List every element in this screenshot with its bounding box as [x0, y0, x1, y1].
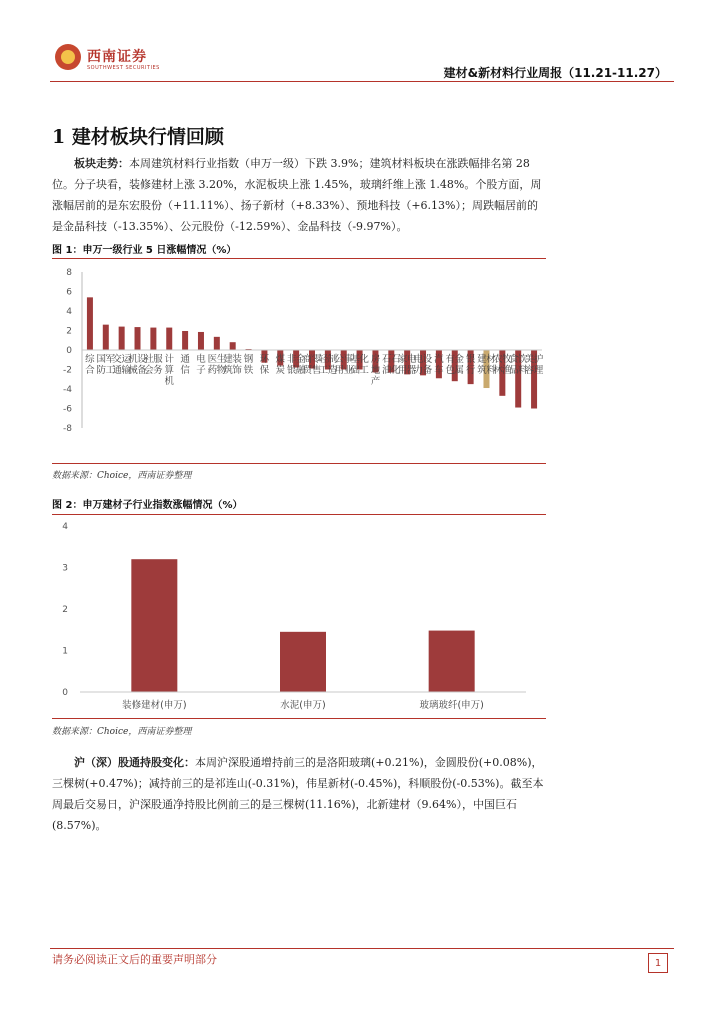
- x-tick-label: [371, 353, 381, 387]
- x-tick-label: [446, 353, 465, 376]
- bar: [150, 328, 156, 350]
- stock-connect-paragraph: [52, 752, 547, 836]
- figure-2-bottom-rule: [52, 718, 546, 719]
- x-tick-char: 会: [144, 365, 154, 376]
- x-tick-char: 饰: [232, 365, 242, 376]
- x-tick-char: 筑: [477, 365, 487, 376]
- x-tick-char: 工: [359, 365, 369, 376]
- x-tick-label: [244, 353, 254, 376]
- x-tick-label: [350, 353, 369, 376]
- figure-1-bottom-rule: [52, 463, 546, 464]
- bar: [166, 328, 172, 350]
- x-tick-char: 国: [96, 354, 107, 365]
- x-tick-char: 建: [477, 354, 487, 365]
- bar: [214, 337, 220, 350]
- x-tick-char: 务: [153, 365, 163, 376]
- x-tick-char: 银: [286, 365, 297, 376]
- y-tick-label: 2: [66, 326, 72, 337]
- x-tick-char: 用: [397, 365, 408, 376]
- x-tick-char: 工: [318, 365, 329, 376]
- x-tick-char: 房: [370, 354, 381, 365]
- x-tick-char: 防: [96, 365, 107, 376]
- x-tick-char: 料: [517, 365, 528, 376]
- x-tick-label: [414, 353, 433, 376]
- x-tick-char: 输: [121, 365, 131, 376]
- x-tick-char: 军: [105, 354, 116, 365]
- x-tick-char: 化: [359, 354, 369, 365]
- logo-text-en: SOUTHWEST SECURITIES: [87, 65, 160, 71]
- x-tick-char: 属: [454, 365, 465, 376]
- x-tick-char: 融: [295, 365, 306, 376]
- x-tick-char: 电: [406, 354, 417, 365]
- x-tick-char: 用: [334, 365, 344, 376]
- bar: [131, 559, 177, 692]
- x-tick-char: 家: [397, 354, 408, 365]
- y-tick-label: 2: [62, 605, 68, 615]
- x-tick-char: 保: [259, 365, 270, 376]
- x-tick-char: 产: [370, 376, 381, 387]
- x-tick-char: 食: [508, 354, 519, 365]
- x-tick-char: 容: [524, 365, 535, 376]
- x-tick-char: 石: [391, 354, 401, 365]
- x-tick-label: [525, 353, 544, 376]
- x-tick-char: 售: [311, 365, 322, 376]
- x-tick-char: 商: [302, 354, 313, 365]
- x-tick-char: 林: [493, 365, 503, 376]
- x-tick-char: 金: [295, 354, 306, 365]
- x-tick-char: 装: [232, 354, 242, 365]
- x-tick-char: 药: [207, 365, 218, 376]
- footer-disclaimer: 请务必阅读正文后的重要声明部分: [52, 953, 217, 966]
- paragraph-text: 本周沪深股通增持前三的是洛阳玻璃(+0.21%)，金圆股份(+0.08%)，三棵树(+0.47%)；减持前三的是祁连山(-0.31%)，伟星新材(-0.45%)，科顺股份(-0.53%)。截至本周最后交易日，沪深股通净持股比例前三的是三棵树(11.16%)，北新建材（9.64%），中国巨石(8.57%)。: [52, 756, 544, 832]
- paragraph-lead: 沪（深）股通持股变化：: [74, 756, 195, 769]
- y-tick-label: 8: [66, 268, 72, 278]
- x-tick-label: [260, 354, 270, 376]
- bar: [135, 327, 141, 350]
- figure-1-top-rule: [52, 258, 546, 259]
- y-tick-label: 1: [62, 646, 68, 657]
- x-tick-char: 事: [343, 354, 353, 365]
- x-tick-char: 电: [196, 354, 206, 365]
- x-tick-label: [164, 353, 174, 387]
- report-title: 建材&新材料行业周报（11.21-11.27）: [443, 66, 667, 80]
- x-tick-char: 通: [180, 354, 190, 365]
- x-tick-char: 算: [164, 365, 174, 376]
- x-tick-char: 零: [311, 354, 322, 365]
- y-tick-label: -6: [63, 404, 72, 415]
- logo-emblem-icon: [55, 44, 81, 70]
- y-tick-label: -2: [63, 365, 72, 376]
- x-tick-char: 通: [112, 365, 122, 376]
- y-tick-label: 0: [62, 688, 68, 698]
- x-tick-char: 服: [153, 354, 163, 365]
- x-tick-label: [223, 353, 242, 376]
- x-tick-char: 汽: [434, 354, 444, 365]
- x-tick-char: 制: [327, 354, 338, 365]
- x-tick-label: [144, 353, 163, 376]
- x-tick-char: 物: [216, 365, 227, 376]
- x-tick-char: 计: [164, 354, 174, 365]
- x-tick-char: 车: [434, 365, 444, 376]
- y-tick-label: 0: [66, 346, 72, 356]
- y-tick-label: 4: [62, 522, 68, 532]
- x-tick-char: 合: [85, 365, 95, 376]
- x-tick-char: 炭: [275, 365, 286, 376]
- figure-2-source: 数据来源：Choice，西南证券整理: [52, 727, 192, 737]
- x-tick-char: 造: [327, 365, 338, 376]
- x-tick-char: 备: [422, 365, 433, 376]
- x-tick-char: 金: [454, 354, 465, 365]
- x-tick-char: 化: [391, 365, 401, 376]
- x-tick-label: 玻璃玻纤(申万): [419, 700, 484, 711]
- x-tick-char: 地: [370, 365, 381, 376]
- paragraph-lead: 板块走势：: [74, 157, 129, 170]
- x-tick-char: 信: [180, 365, 190, 376]
- bar: [87, 297, 93, 350]
- x-tick-char: 环: [259, 354, 270, 365]
- page-number: 1: [648, 953, 668, 973]
- x-tick-char: 基: [350, 354, 360, 365]
- figure-1-caption: 图 1：申万一级行业 5 日涨幅情况（%）: [52, 245, 237, 256]
- x-tick-char: 机: [164, 376, 174, 387]
- y-tick-label: -4: [63, 385, 72, 395]
- x-tick-label: [85, 353, 95, 376]
- x-tick-char: 业: [343, 365, 353, 376]
- market-trend-paragraph: [52, 153, 547, 237]
- bar: [119, 327, 125, 350]
- x-tick-label: [196, 353, 206, 376]
- bar: [198, 332, 204, 350]
- x-tick-char: 有: [445, 354, 456, 365]
- footer-divider: [50, 948, 674, 949]
- x-tick-char: 电: [413, 354, 424, 365]
- x-tick-char: 煤: [275, 354, 286, 365]
- x-tick-char: 银: [465, 354, 476, 365]
- industry-5day-change-chart: [52, 260, 546, 462]
- x-tick-char: 色: [445, 365, 456, 376]
- x-tick-char: 设: [422, 354, 433, 365]
- x-tick-char: 医: [207, 354, 218, 365]
- x-tick-char: 材: [486, 354, 496, 365]
- x-tick-label: [466, 353, 476, 376]
- x-tick-char: 公: [334, 354, 344, 365]
- x-tick-char: 设: [137, 354, 147, 365]
- figure-2-top-rule: [52, 514, 546, 515]
- x-tick-char: 子: [196, 365, 206, 376]
- x-tick-char: 机: [128, 354, 138, 365]
- x-tick-label: 装修建材(申万): [122, 700, 187, 711]
- x-tick-char: 贸: [302, 365, 313, 376]
- company-logo: [55, 44, 175, 76]
- x-tick-char: 铁: [243, 365, 254, 376]
- x-tick-char: 理: [533, 365, 544, 376]
- x-tick-char: 运: [121, 354, 131, 365]
- x-tick-char: 牧: [502, 354, 512, 365]
- x-tick-char: 建: [223, 354, 233, 365]
- logo-text-cn: 西南证券: [87, 49, 147, 65]
- x-tick-label: [276, 353, 286, 376]
- building-materials-subindustry-chart: [52, 516, 546, 716]
- x-tick-char: 社: [144, 354, 154, 365]
- x-tick-char: 饮: [517, 354, 528, 365]
- x-tick-char: 油: [382, 365, 392, 376]
- x-tick-char: 交: [112, 354, 122, 365]
- bar: [182, 331, 188, 350]
- x-tick-char: 石: [382, 354, 392, 365]
- x-tick-label: [434, 353, 444, 376]
- x-tick-char: 生: [216, 354, 227, 365]
- x-tick-char: 护: [533, 354, 544, 365]
- x-tick-char: 美: [524, 354, 535, 365]
- y-tick-label: 4: [66, 307, 72, 317]
- x-tick-char: 料: [486, 365, 496, 376]
- paragraph-text: 本周建筑材料行业指数（申万一级）下跌 3.9%；建筑材料板块在涨跌幅排名第 28 位。分子块看，装修建材上涨 3.20%，水泥板块上涨 1.45%，玻璃纤维上涨 1.48%。个股方面，周涨幅居前的是东宏股份（+11.11%）、扬子新材（+8.33%）、预地科技（+6.13%）；周跌幅居前的是金晶科技（-13.35%）、公元股份（-12.59%）、金晶科技（-9.97%）。: [52, 157, 542, 233]
- x-tick-char: 础: [350, 365, 360, 376]
- x-tick-char: 备: [137, 365, 147, 376]
- x-tick-char: 器: [406, 365, 417, 376]
- x-tick-char: 非: [286, 354, 297, 365]
- x-tick-char: 筑: [223, 365, 233, 376]
- y-tick-label: -8: [63, 424, 72, 434]
- x-tick-char: 轻: [318, 354, 329, 365]
- x-tick-char: 工: [105, 365, 116, 376]
- x-tick-char: 渔: [502, 365, 512, 376]
- bar: [280, 632, 326, 692]
- figure-2-caption: 图 2：申万建材子行业指数涨幅情况（%）: [52, 500, 243, 511]
- x-tick-char: 械: [128, 365, 138, 376]
- x-tick-char: 钢: [243, 354, 254, 365]
- y-tick-label: 3: [62, 563, 68, 574]
- bar: [103, 325, 109, 350]
- bar: [429, 631, 475, 692]
- y-tick-label: 6: [66, 287, 72, 298]
- header-divider: [50, 81, 674, 82]
- x-tick-char: 力: [413, 365, 424, 376]
- x-tick-char: 农: [493, 354, 503, 365]
- x-tick-char: 综: [85, 354, 95, 365]
- x-tick-label: 水泥(申万): [280, 700, 326, 711]
- bar: [230, 342, 236, 350]
- x-tick-char: 行: [465, 365, 476, 376]
- x-tick-char: 品: [508, 365, 519, 376]
- section-title: 1 建材板块行情回顾: [52, 126, 224, 148]
- x-tick-label: [180, 354, 190, 376]
- figure-1-source: 数据来源：Choice，西南证券整理: [52, 471, 192, 481]
